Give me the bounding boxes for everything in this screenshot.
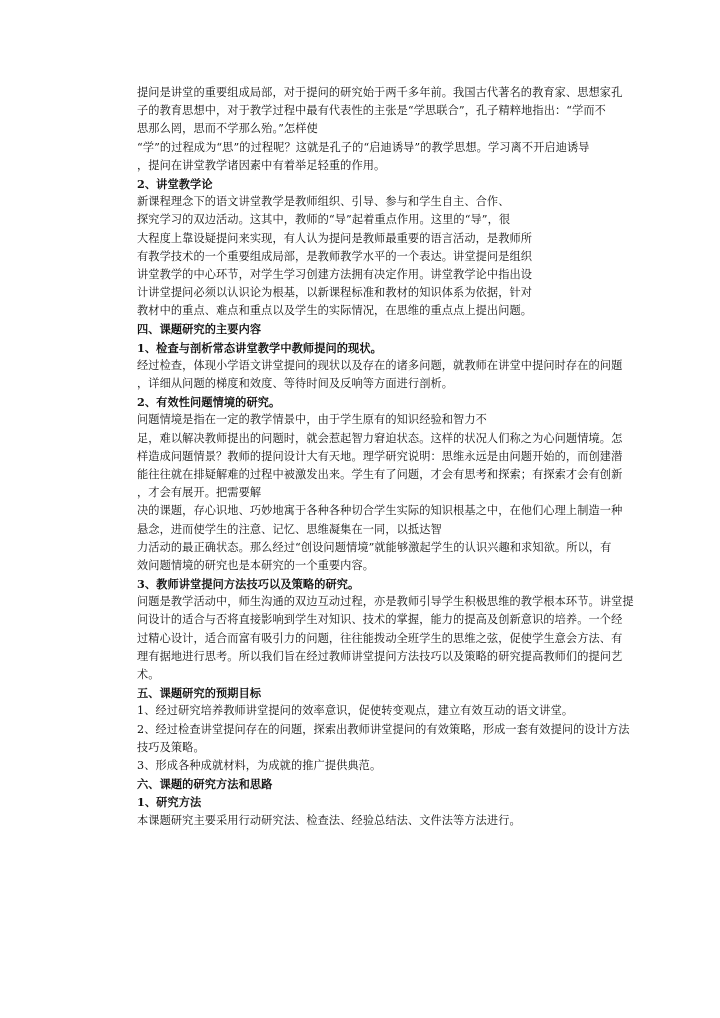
text-line: 计讲堂提问必须以认识论为根基，以新课程标准和教材的知识体系为依据，针对 xyxy=(137,286,533,300)
subsection-heading: 2、有效性问题情境的研究。 xyxy=(137,395,281,410)
section-heading: 2、讲堂教学论 xyxy=(137,176,213,191)
text-line: 有教学技术的一个重要组成局部，是教师教学水平的一个表达。讲堂提问是组织 xyxy=(137,249,533,263)
text-line: 教材中的重点、难点和重点以及学生的实际情况，在思维的重点点上提出问题。 xyxy=(137,304,533,318)
text-line: 技巧及策略。 xyxy=(137,740,205,754)
text-line: 大程度上靠设疑提问来实现，有人认为提问是教师最重要的语言活动，是教师所 xyxy=(137,231,533,245)
section-heading: 四、课题研究的主要内容 xyxy=(137,322,262,337)
text-line: 足，难以解决教师提出的问题时，就会惹起智力窘迫状态。这样的状况人们称之为心问题情境。怎 xyxy=(137,431,623,445)
text-line: 效问题情境的研究也是本研究的一个重要内容。 xyxy=(137,558,375,572)
text-line: 思那么罔，思而不学那么殆。”怎样使 xyxy=(137,122,318,136)
text-line: 提问是讲堂的重要组成局部，对于提问的研究始于两千多年前。我国古代著名的教育家、思想家孔 xyxy=(137,86,623,99)
text-line: 过精心设计，适合而富有吸引力的问题，往往能拨动全班学生的思维之弦，促使学生意会方法、有 xyxy=(137,631,623,645)
subsection-heading: 1、研究方法 xyxy=(137,795,202,810)
text-line: 3、形成各种成就材料，为成就的推广提供典范。 xyxy=(137,758,382,772)
text-line: ，才会有展开。把需要解 xyxy=(137,486,262,500)
text-line: 子的教育思想中，对于教学过程中最有代表性的主张是“学思联合”，孔子精粹地指出：“学而不 xyxy=(137,104,606,118)
text-line: 问题情境是指在一定的教学情景中，由于学生原有的知识经验和智力不 xyxy=(137,413,487,427)
text-line: 本课题研究主要采用行动研究法、检查法、经验总结法、文件法等方法进行。 xyxy=(137,813,521,827)
text-line: 1、经过研究培养教师讲堂提问的效率意识，促使转变观点，建立有效互动的语文讲堂。 xyxy=(137,704,574,718)
text-line: “学”的过程成为“思”的过程呢？这就是孔子的“启迪诱导”的教学思想。学习离不开启迪诱导 xyxy=(137,140,590,154)
text-line: 2、经过检查讲堂提问存在的问题，探索出教师讲堂提问的有效策略，形成一套有效提问的设计方法 xyxy=(137,722,630,736)
text-line: 讲堂教学的中心环节，对学生学习创建方法拥有决定作用。讲堂教学论中指出设 xyxy=(137,267,533,281)
section-heading: 六、课题的研究方法和思路 xyxy=(137,777,273,792)
text-line: 新课程理念下的语文讲堂教学是教师组织、引导、参与和学生自主、合作、 xyxy=(137,195,510,209)
text-line: 探究学习的双边活动。这其中，教师的“导”起着重点作用。这里的“导”，很 xyxy=(137,213,511,227)
text-line: 样造成问题情景？教师的提问设计大有天地。理学研究说明：思维永远是由问题开始的，而创建潜 xyxy=(137,449,623,463)
text-line: 理有据地进行思考。所以我们旨在经过教师讲堂提问方法技巧以及策略的研究提高教师们的提问艺 xyxy=(137,649,623,663)
text-line: 问题是教学活动中，师生沟通的双边互动过程，亦是教师引导学生积极思维的教学根本环节。讲堂提 xyxy=(137,595,634,609)
text-line: ，提问在讲堂教学诸因素中有着举足轻重的作用。 xyxy=(137,158,386,172)
text-line: 力活动的最正确状态。那么经过“创设问题情境”就能够激起学生的认识兴趣和求知欲。所以，有 xyxy=(137,540,612,554)
document-body xyxy=(137,84,663,830)
text-line: ，详细从问题的梯度和效度、等待时间及反响等方面进行剖析。 xyxy=(137,377,454,390)
subsection-heading: 3、教师讲堂提问方法技巧以及策略的研究。 xyxy=(137,577,360,592)
text-line: 问设计的适合与否将直接影响到学生对知识、技术的掌握，能力的提高及创新意识的培养。一个经 xyxy=(137,613,623,627)
section-heading: 五、课题研究的预期目标 xyxy=(137,686,262,701)
text-line: 术。 xyxy=(137,668,160,681)
text-line: 能往往就在排疑解难的过程中被激发出来。学生有了问题，才会有思考和探索；有探索才会有创新 xyxy=(137,467,623,481)
subsection-heading: 1、检查与剖析常态讲堂教学中教师提问的现状。 xyxy=(137,340,382,355)
text-line: 经过检查，体现小学语文讲堂提问的现状以及存在的诸多问题，就教师在讲堂中提问时存在的问题 xyxy=(137,358,623,372)
text-line: 悬念，进而使学生的注意、记忆、思维凝集在一同，以抵达智 xyxy=(137,522,442,536)
text-line: 决的课题，存心识地、巧妙地寓于各种各种切合学生实际的知识根基之中，在他们心理上制造一种 xyxy=(137,504,623,518)
